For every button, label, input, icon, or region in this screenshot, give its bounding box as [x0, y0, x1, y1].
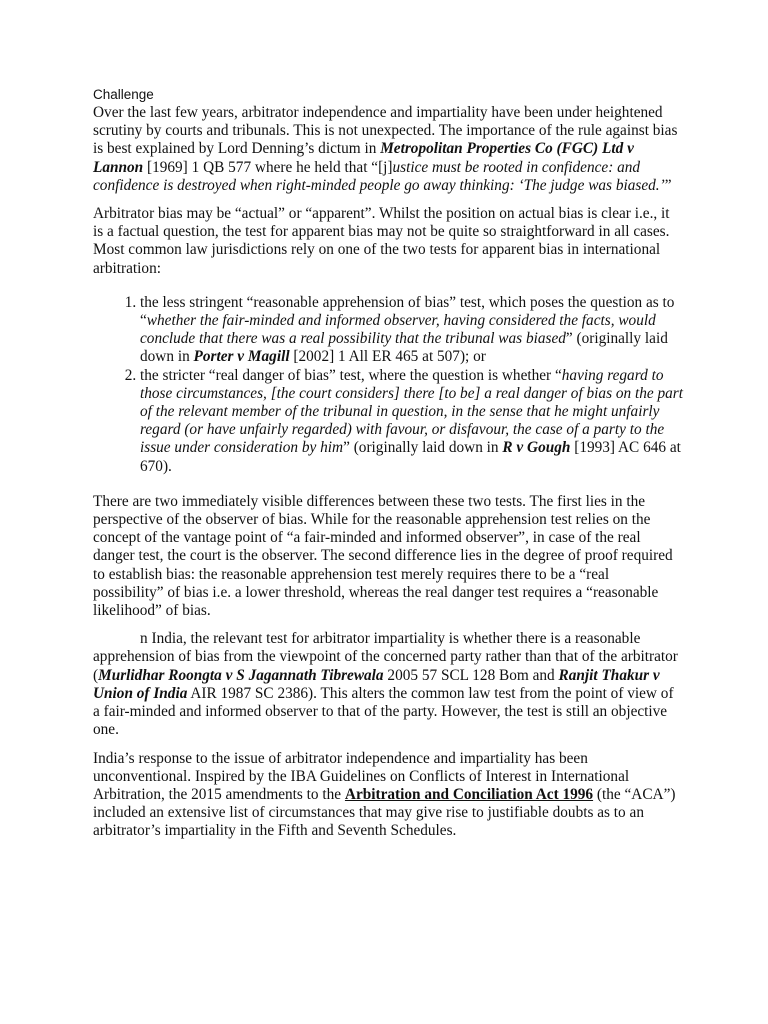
paragraph-bias-types: Arbitrator bias may be “actual” or “apparent”. Whilst the position on actual bias is clear i.e., it is a factual question, the test for apparent bias may not be quite so straightforward in all cases. Most common law jurisdictions rely on one of the two tests for apparent bias in international arbitration:: [93, 205, 670, 277]
intro-text-citation: [1969] 1 QB 577 where he held that “[j]: [143, 158, 393, 176]
response-text-2: (the “ACA”) included an extensive list of circumstances that may give rise to justifiable doubts as to an arbitrator’s impartiality in the Fifth and Seventh Schedules.: [93, 785, 676, 840]
section-heading: Challenge: [93, 87, 154, 102]
paragraph-intro: [93, 104, 683, 195]
act-link-arbitration[interactable]: Arbitration and Conciliation Act 1996: [344, 785, 594, 803]
list-item-real-danger: [140, 367, 683, 476]
response-text: India’s response to the issue of arbitrator independence and impartiality has been unconventional. Inspired by the IBA Guidelines on Conflicts of Interest in International Arbitration, the 2015 amendments to the: [93, 749, 630, 803]
document-page: [93, 86, 683, 851]
india-text-3: AIR 1987 SC 2386). This alters the common law test from the point of view of a fair-minded and informed observer to that of the party. However, the test is still an objective one.: [93, 684, 674, 739]
case-citation-ranjit: Ranjit Thakur v Union of India: [93, 666, 660, 702]
item1-text-3: [2002] 1 All ER 465 at 507); or: [289, 348, 486, 366]
case-citation-porter: Porter v Magill: [193, 348, 290, 366]
paragraph-india-response: [93, 750, 683, 841]
india-text: n India, the relevant test for arbitrator impartiality is whether there is a reasonable apprehension of bias from the viewpoint of the concerned party rather than that of the arbitrator (: [93, 630, 678, 684]
item2-text-2: ” (originally laid down in: [343, 439, 503, 457]
india-text-2: 2005 57 SCL 128 Bom and: [383, 666, 559, 684]
paragraph-india-test: [93, 630, 683, 739]
case-citation-murlidhar: Murlidhar Roongta v S Jagannath Tibrewala: [98, 666, 384, 684]
item1-text-2: ” (originally laid down in: [140, 330, 668, 366]
case-citation-lannon: Metropolitan Properties Co (FGC) Ltd v Lannon: [93, 140, 634, 176]
item2-quote: having regard to those circumstances, [the court considers] there [to be] a real danger of bias on the part of the relevant member of the tribunal in question, in the sense that he might unfairly regard (or have unfairly regarded) with favour, or disfavour, the case of a party to the issue under consideration by him: [140, 366, 683, 457]
item2-text-3: [1993] AC 646 at 670).: [140, 439, 681, 475]
item1-text: the less stringent “reasonable apprehension of bias” test, which poses the question as to “: [140, 293, 675, 330]
case-citation-gough: R v Gough: [502, 439, 571, 457]
bias-tests-list: [93, 294, 683, 476]
list-item-reasonable-apprehension: [140, 294, 683, 367]
intro-text: Over the last few years, arbitrator independence and impartiality have been under heightened scrutiny by courts and tribunals. This is not unexpected. The importance of the rule against bias is best explained by Lord Denning’s dictum in: [93, 104, 678, 158]
item1-quote: whether the fair-minded and informed observer, having considered the facts, would conclude that there was a real possibility that the tribunal was biased: [140, 312, 656, 348]
intro-text-close: ”: [664, 176, 672, 194]
paragraph-differences: There are two immediately visible differences between these two tests. The first lies in the perspective of the observer of bias. While for the reasonable apprehension test relies on the concept of the vantage point of “a fair-minded and informed observer”, in case of the real danger test, the court is the observer. The second difference lies in the degree of proof required to establish bias: the reasonable apprehension test merely requires there to be a “real possibility” of bias i.e. a lower threshold, whereas the real danger test requires a “reasonable likelihood” of bias.: [93, 492, 673, 620]
denning-quote: ustice must be rooted in confidence: and confidence is destroyed when right-minded people go away thinking: ‘The judge was biased.’: [93, 158, 665, 194]
item2-text: the stricter “real danger of bias” test, where the question is whether “: [140, 366, 562, 384]
